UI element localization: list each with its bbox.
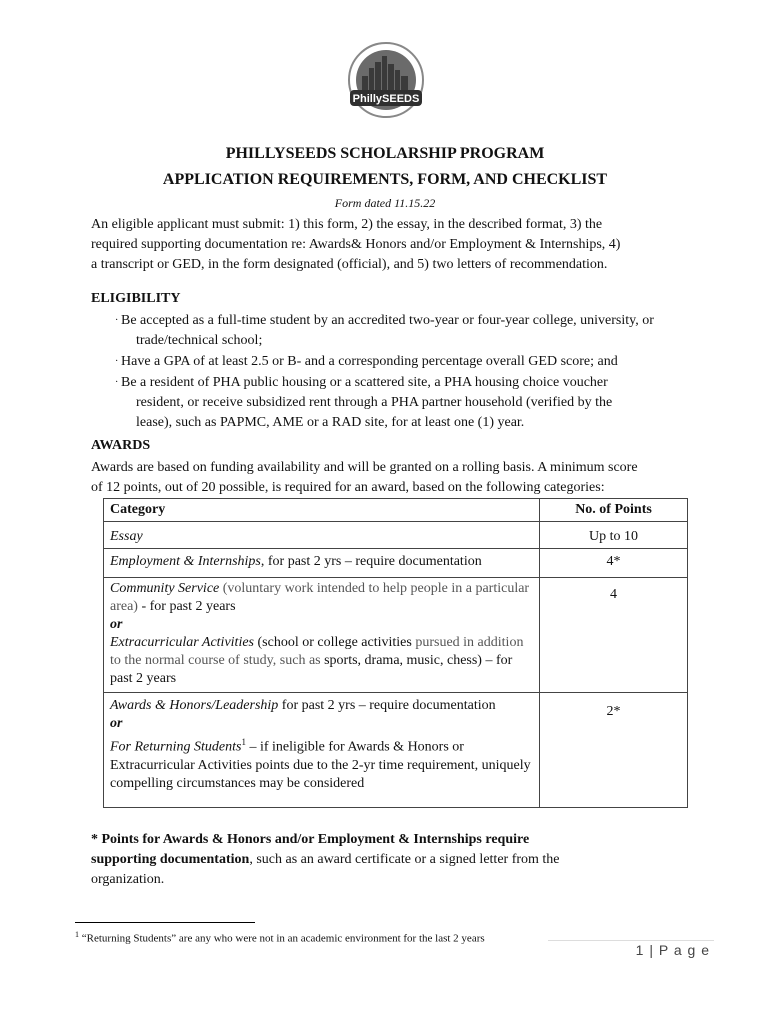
table-header-row bbox=[104, 499, 688, 522]
note-text: , such as an award certificate or a signed letter from the bbox=[249, 852, 560, 867]
eligibility-item-residency bbox=[115, 373, 721, 433]
intro-paragraph bbox=[91, 215, 711, 275]
bullet-dot: · bbox=[115, 377, 119, 388]
logo-text: PhillySEEDS bbox=[352, 93, 420, 105]
bullet-text: Be a resident of PHA public housing or a scattered site, a PHA housing choice voucher bbox=[121, 375, 608, 390]
form-date: Form dated 11.15.22 bbox=[334, 196, 436, 210]
footnote-divider bbox=[75, 922, 255, 923]
category-detail: for past 2 yrs – require documentation bbox=[278, 698, 496, 713]
category-detail: sports, drama, music, chess) – for past 2 years bbox=[110, 653, 513, 686]
bullet-text: lease), such as PAPMC, AME or a RAD site, for at least one (1) year. bbox=[136, 415, 525, 430]
category-label: Employment & Internships bbox=[110, 554, 261, 569]
phillyseeds-logo bbox=[326, 40, 446, 120]
footnote-ref: 1 bbox=[241, 737, 246, 747]
page-footer-divider bbox=[548, 940, 714, 941]
header-points: No. of Points bbox=[540, 499, 688, 522]
category-detail: (voluntary work intended to help people in a particular area) bbox=[110, 581, 530, 614]
points-awards-returning: 2* bbox=[540, 693, 688, 808]
category-awards-returning bbox=[104, 693, 540, 808]
note-text: organization. bbox=[91, 872, 165, 887]
awards-line: of 12 points, out of 20 possible, is required for an award, based on the following categories: bbox=[91, 480, 605, 495]
note-text: supporting documentation bbox=[91, 852, 250, 867]
note-text: * Points for Awards & Honors and/or Employment & Internships require bbox=[91, 832, 530, 847]
form-title: APPLICATION REQUIREMENTS, FORM, AND CHECKLIST bbox=[162, 171, 608, 188]
page-label: P a g e bbox=[658, 942, 710, 958]
category-detail: – if ineligible for Awards & Honors or Extracurricular Activities points due to the 2-yr time requirement, uniquely compelling circumstances may be considered bbox=[110, 739, 531, 791]
footnote-mark: 1 bbox=[75, 930, 79, 939]
eligibility-heading: ELIGIBILITY bbox=[91, 291, 181, 306]
awards-paragraph bbox=[91, 458, 711, 498]
awards-table bbox=[103, 498, 688, 808]
points-community-extracurricular: 4 bbox=[540, 578, 688, 693]
documentation-note bbox=[91, 830, 651, 890]
category-label: Extracurricular Activities bbox=[110, 635, 254, 650]
bullet-dot: · bbox=[115, 315, 119, 326]
category-detail: pursued in addition to the normal course of study, such as bbox=[110, 635, 524, 668]
points-essay: Up to 10 bbox=[540, 522, 688, 549]
table-row bbox=[104, 578, 688, 693]
program-title: PHILLYSEEDS SCHOLARSHIP PROGRAM bbox=[225, 145, 545, 162]
category-employment bbox=[104, 549, 540, 578]
bullet-text: Be accepted as a full-time student by an accredited two-year or four-year college, university, or bbox=[121, 313, 654, 328]
bullet-text: Have a GPA of at least 2.5 or B- and a corresponding percentage overall GED score; and bbox=[121, 354, 618, 369]
page-separator: | bbox=[644, 942, 659, 958]
intro-line: required supporting documentation re: Awards& Honors and/or Employment & Internships, 4) bbox=[91, 237, 621, 252]
eligibility-item-enrollment bbox=[115, 311, 721, 351]
category-label: Community Service bbox=[110, 581, 220, 596]
eligibility-item-gpa bbox=[115, 352, 721, 372]
bullet-dot: · bbox=[115, 356, 119, 367]
table-row bbox=[104, 693, 688, 808]
or-label: or bbox=[110, 617, 123, 632]
category-essay: Essay bbox=[104, 522, 540, 549]
intro-line: a transcript or GED, in the form designated (official), and 5) two letters of recommendation. bbox=[91, 257, 608, 272]
footnote-text: “Returning Students” are any who were not in an academic environment for the last 2 years bbox=[79, 932, 485, 945]
table-row bbox=[104, 549, 688, 578]
intro-line: An eligible applicant must submit: 1) this form, 2) the essay, in the described format, 3) the bbox=[91, 217, 603, 232]
or-label: or bbox=[110, 716, 123, 731]
category-label: For Returning Students bbox=[110, 739, 242, 755]
category-detail: (school or college activities bbox=[254, 635, 416, 650]
category-label: Awards & Honors/Leadership bbox=[110, 698, 279, 713]
page-number-value: 1 bbox=[635, 942, 645, 958]
bullet-text: resident, or receive subsidized rent through a PHA partner household (verified by the bbox=[136, 395, 613, 410]
category-detail: , for past 2 yrs – require documentation bbox=[260, 554, 482, 569]
footnote bbox=[75, 930, 485, 945]
page-number bbox=[600, 942, 710, 958]
bullet-text: trade/technical school; bbox=[136, 333, 263, 348]
category-community-extracurricular bbox=[104, 578, 540, 693]
awards-heading: AWARDS bbox=[91, 438, 151, 453]
header-category: Category bbox=[104, 499, 540, 522]
table-row bbox=[104, 522, 688, 549]
points-employment: 4* bbox=[540, 549, 688, 578]
category-detail: - for past 2 years bbox=[137, 599, 236, 614]
awards-line: Awards are based on funding availability and will be granted on a rolling basis. A minimum score bbox=[91, 460, 638, 475]
